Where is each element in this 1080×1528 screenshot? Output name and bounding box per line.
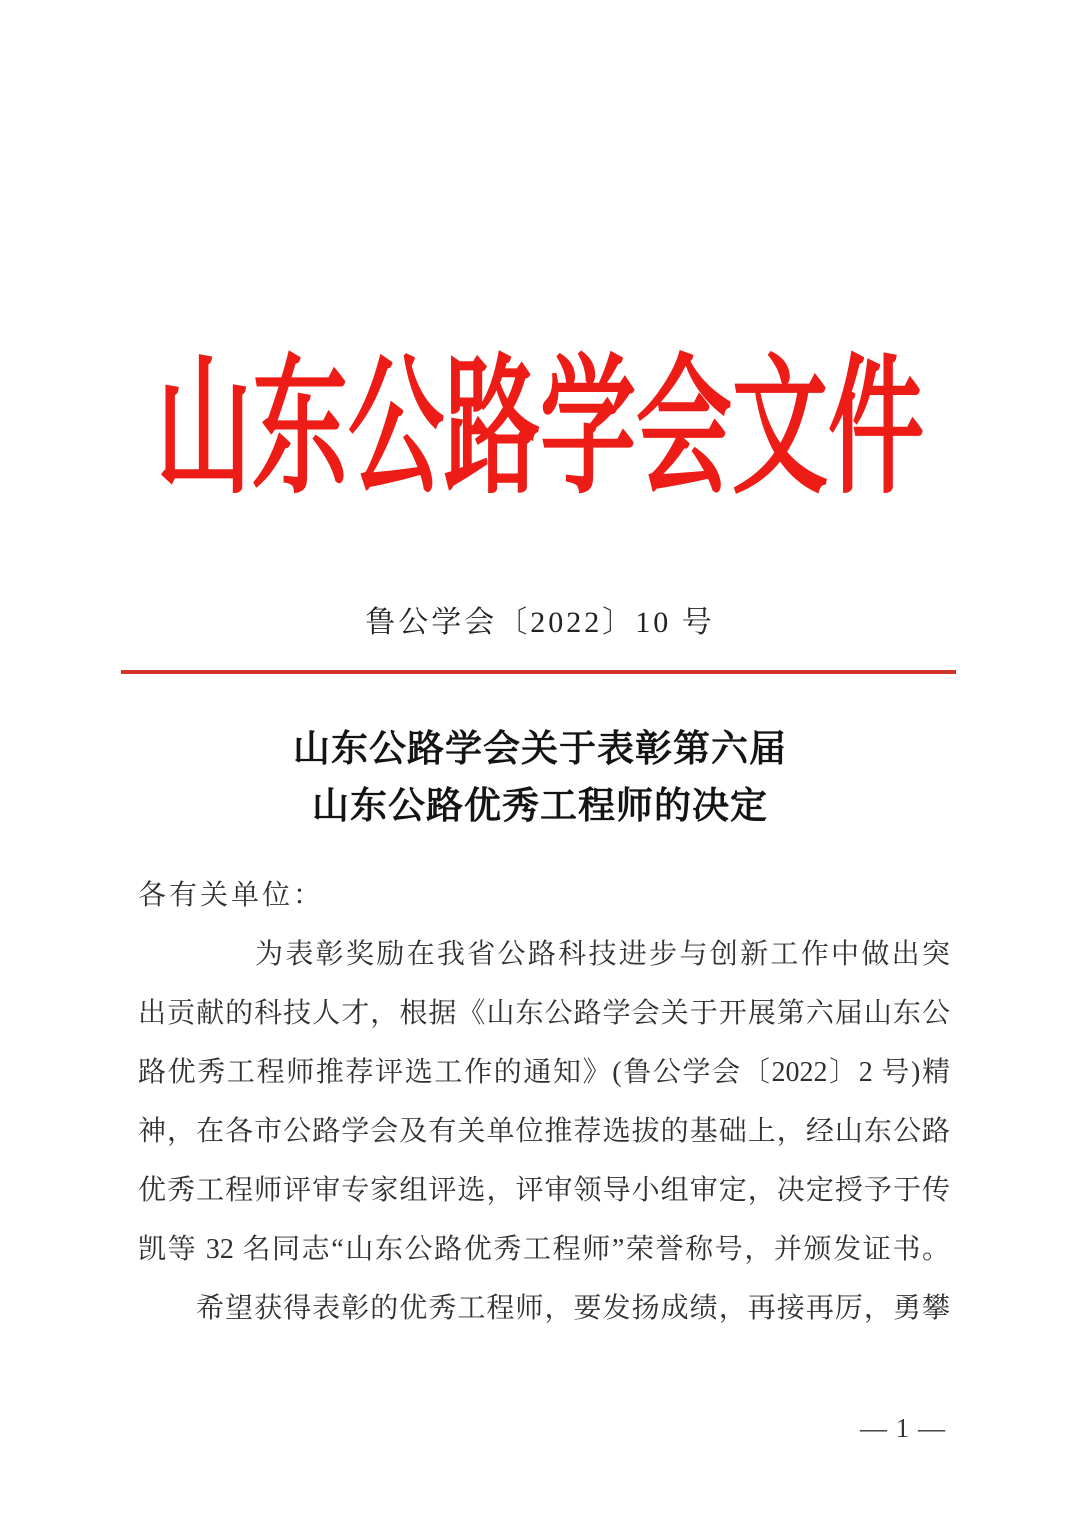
organization-letterhead-title: 山东公路学会文件 [156, 346, 925, 512]
body-line: 为表彰奖励在我省公路科技进步与创新工作中做出突 [255, 939, 950, 970]
document-body [138, 866, 950, 1338]
body-line: 凯等 32 名同志“山东公路优秀工程师”荣誉称号，并颁发证书。 [138, 1234, 950, 1265]
salutation-line: 各有关单位： [138, 880, 325, 911]
page-number: — 1 — [860, 1413, 946, 1443]
document-reference-number: 鲁公学会〔2022〕10 号 [365, 606, 715, 639]
document-title-line-1: 山东公路学会关于表彰第六届 [293, 729, 787, 770]
document-title-line-2: 山东公路优秀工程师的决定 [312, 786, 768, 827]
body-line: 希望获得表彰的优秀工程师，要发扬成绩，再接再厉，勇攀 [196, 1293, 950, 1324]
body-line: 出贡献的科技人才，根据《山东公路学会关于开展第六届山东公 [138, 998, 950, 1029]
body-line: 路优秀工程师推荐评选工作的通知》(鲁公学会〔2022〕2 号)精 [138, 1057, 950, 1088]
body-line: 神，在各市公路学会及有关单位推荐选拔的基础上，经山东公路 [138, 1116, 950, 1147]
red-letterhead [0, 346, 1080, 512]
body-line: 优秀工程师评审专家组评选，评审领导小组审定，决定授予于传 [138, 1175, 950, 1206]
red-divider-line [121, 670, 956, 674]
document-title [0, 721, 1080, 835]
